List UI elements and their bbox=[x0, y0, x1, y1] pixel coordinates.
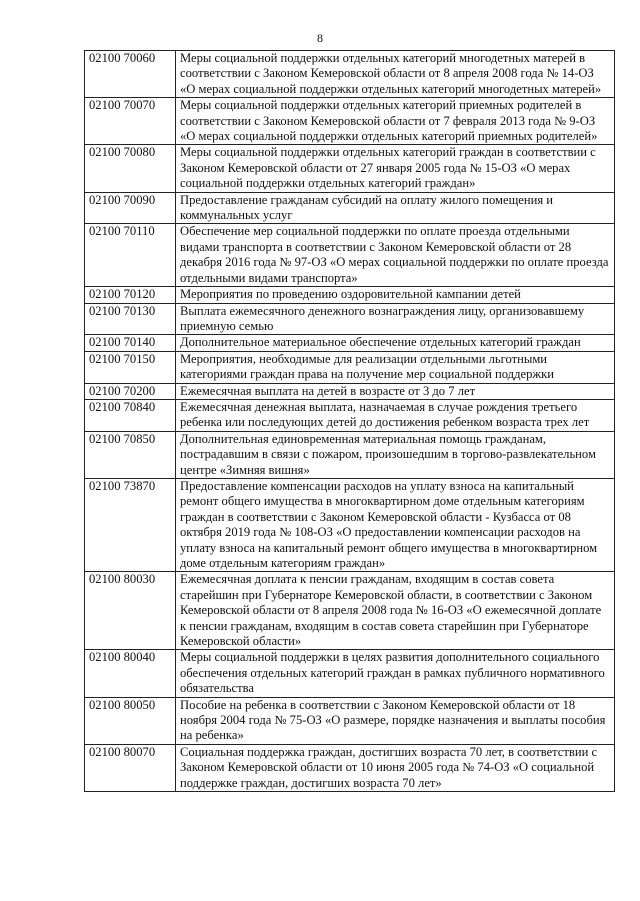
table-row bbox=[85, 572, 615, 650]
table-row bbox=[85, 399, 615, 431]
row-code: 02100 80070 bbox=[85, 744, 176, 791]
row-code: 02100 70150 bbox=[85, 351, 176, 383]
row-description: Меры социальной поддержки в целях развития дополнительного социального обеспечения отдельных категорий граждан в рамках публичного нормативного обязательства bbox=[176, 650, 615, 697]
row-description: Выплата ежемесячного денежного вознаграждения лицу, организовавшему приемную семью bbox=[176, 303, 615, 335]
row-description: Обеспечение мер социальной поддержки по оплате проезда отдельными видами транспорта в соответствии с Законом Кемеровской области от 28 декабря 2016 года № 97-ОЗ «О мерах социальной поддержки по оплате проезда отдельными видами транспорта» bbox=[176, 224, 615, 287]
row-code: 02100 70130 bbox=[85, 303, 176, 335]
row-code: 02100 80030 bbox=[85, 572, 176, 650]
row-description: Мероприятия по проведению оздоровительной кампании детей bbox=[176, 287, 615, 303]
table-row bbox=[85, 303, 615, 335]
row-description: Дополнительное материальное обеспечение отдельных категорий граждан bbox=[176, 335, 615, 351]
row-description: Пособие на ребенка в соответствии с Законом Кемеровской области от 18 ноября 2004 года № 75-ОЗ «О размере, порядке назначения и выплаты пособия на ребенка» bbox=[176, 697, 615, 744]
table-row bbox=[85, 145, 615, 192]
row-description: Ежемесячная доплата к пенсии гражданам, входящим в состав совета старейшин при Губернаторе Кемеровской области, в соответствии с Законом Кемеровской области от 8 апреля 2008 года № 16-ОЗ «О ежемесячной доплате к пенсии гражданам, входящим в состав совета старейшин при Губернаторе Кемеровской области» bbox=[176, 572, 615, 650]
table-row bbox=[85, 478, 615, 571]
table-row bbox=[85, 287, 615, 303]
table-row bbox=[85, 224, 615, 287]
row-description: Мероприятия, необходимые для реализации отдельными льготными категориями граждан права на получение мер социальной поддержки bbox=[176, 351, 615, 383]
row-description: Дополнительная единовременная материальная помощь гражданам, пострадавшим в связи с пожаром, произошедшим в торгово-развлекательном центре «Зимняя вишня» bbox=[176, 431, 615, 478]
row-code: 02100 70110 bbox=[85, 224, 176, 287]
row-code: 02100 80050 bbox=[85, 697, 176, 744]
table-row bbox=[85, 697, 615, 744]
table-row bbox=[85, 51, 615, 98]
row-code: 02100 70840 bbox=[85, 399, 176, 431]
row-code: 02100 70090 bbox=[85, 192, 176, 224]
row-description: Ежемесячная выплата на детей в возрасте от 3 до 7 лет bbox=[176, 383, 615, 399]
table-row bbox=[85, 98, 615, 145]
row-code: 02100 70070 bbox=[85, 98, 176, 145]
row-code: 02100 73870 bbox=[85, 478, 176, 571]
table-row bbox=[85, 351, 615, 383]
row-description: Социальная поддержка граждан, достигших возраста 70 лет, в соответствии с Законом Кемеровской области от 10 июня 2005 года № 74-ОЗ «О социальной поддержке граждан, достигших возраста 70 лет» bbox=[176, 744, 615, 791]
row-code: 02100 70120 bbox=[85, 287, 176, 303]
row-code: 02100 70140 bbox=[85, 335, 176, 351]
table-row bbox=[85, 650, 615, 697]
row-description: Предоставление компенсации расходов на уплату взноса на капитальный ремонт общего имущества в многоквартирном доме отдельным категориям граждан в соответствии с Законом Кемеровской области - Кузбасса от 08 октября 2019 года № 108-ОЗ «О предоставлении компенсации расходов на уплату взноса на капитальный ремонт общего имущества в многоквартирном доме отдельным категориям граждан» bbox=[176, 478, 615, 571]
budget-codes-table bbox=[84, 50, 615, 792]
row-description: Меры социальной поддержки отдельных категорий многодетных матерей в соответствии с Законом Кемеровской области от 8 апреля 2008 года № 14-ОЗ «О мерах социальной поддержки отдельных категорий многодетных матерей» bbox=[176, 51, 615, 98]
table-row bbox=[85, 335, 615, 351]
row-code: 02100 70080 bbox=[85, 145, 176, 192]
table-row bbox=[85, 744, 615, 791]
row-description: Меры социальной поддержки отдельных категорий приемных родителей в соответствии с Законом Кемеровской области от 7 февраля 2013 года № 9-ОЗ «О мерах социальной поддержки отдельных категорий приемных родителей» bbox=[176, 98, 615, 145]
row-code: 02100 70850 bbox=[85, 431, 176, 478]
row-description: Ежемесячная денежная выплата, назначаемая в случае рождения третьего ребенка или последующих детей до достижения ребенком возраста трех лет bbox=[176, 399, 615, 431]
table-row bbox=[85, 431, 615, 478]
row-code: 02100 80040 bbox=[85, 650, 176, 697]
page-number: 8 bbox=[317, 31, 323, 45]
table-row bbox=[85, 192, 615, 224]
table-row bbox=[85, 383, 615, 399]
row-description: Предоставление гражданам субсидий на оплату жилого помещения и коммунальных услуг bbox=[176, 192, 615, 224]
row-code: 02100 70200 bbox=[85, 383, 176, 399]
row-description: Меры социальной поддержки отдельных категорий граждан в соответствии с Законом Кемеровской области от 27 января 2005 года № 15-ОЗ «О мерах социальной поддержки отдельных категорий граждан» bbox=[176, 145, 615, 192]
row-code: 02100 70060 bbox=[85, 51, 176, 98]
